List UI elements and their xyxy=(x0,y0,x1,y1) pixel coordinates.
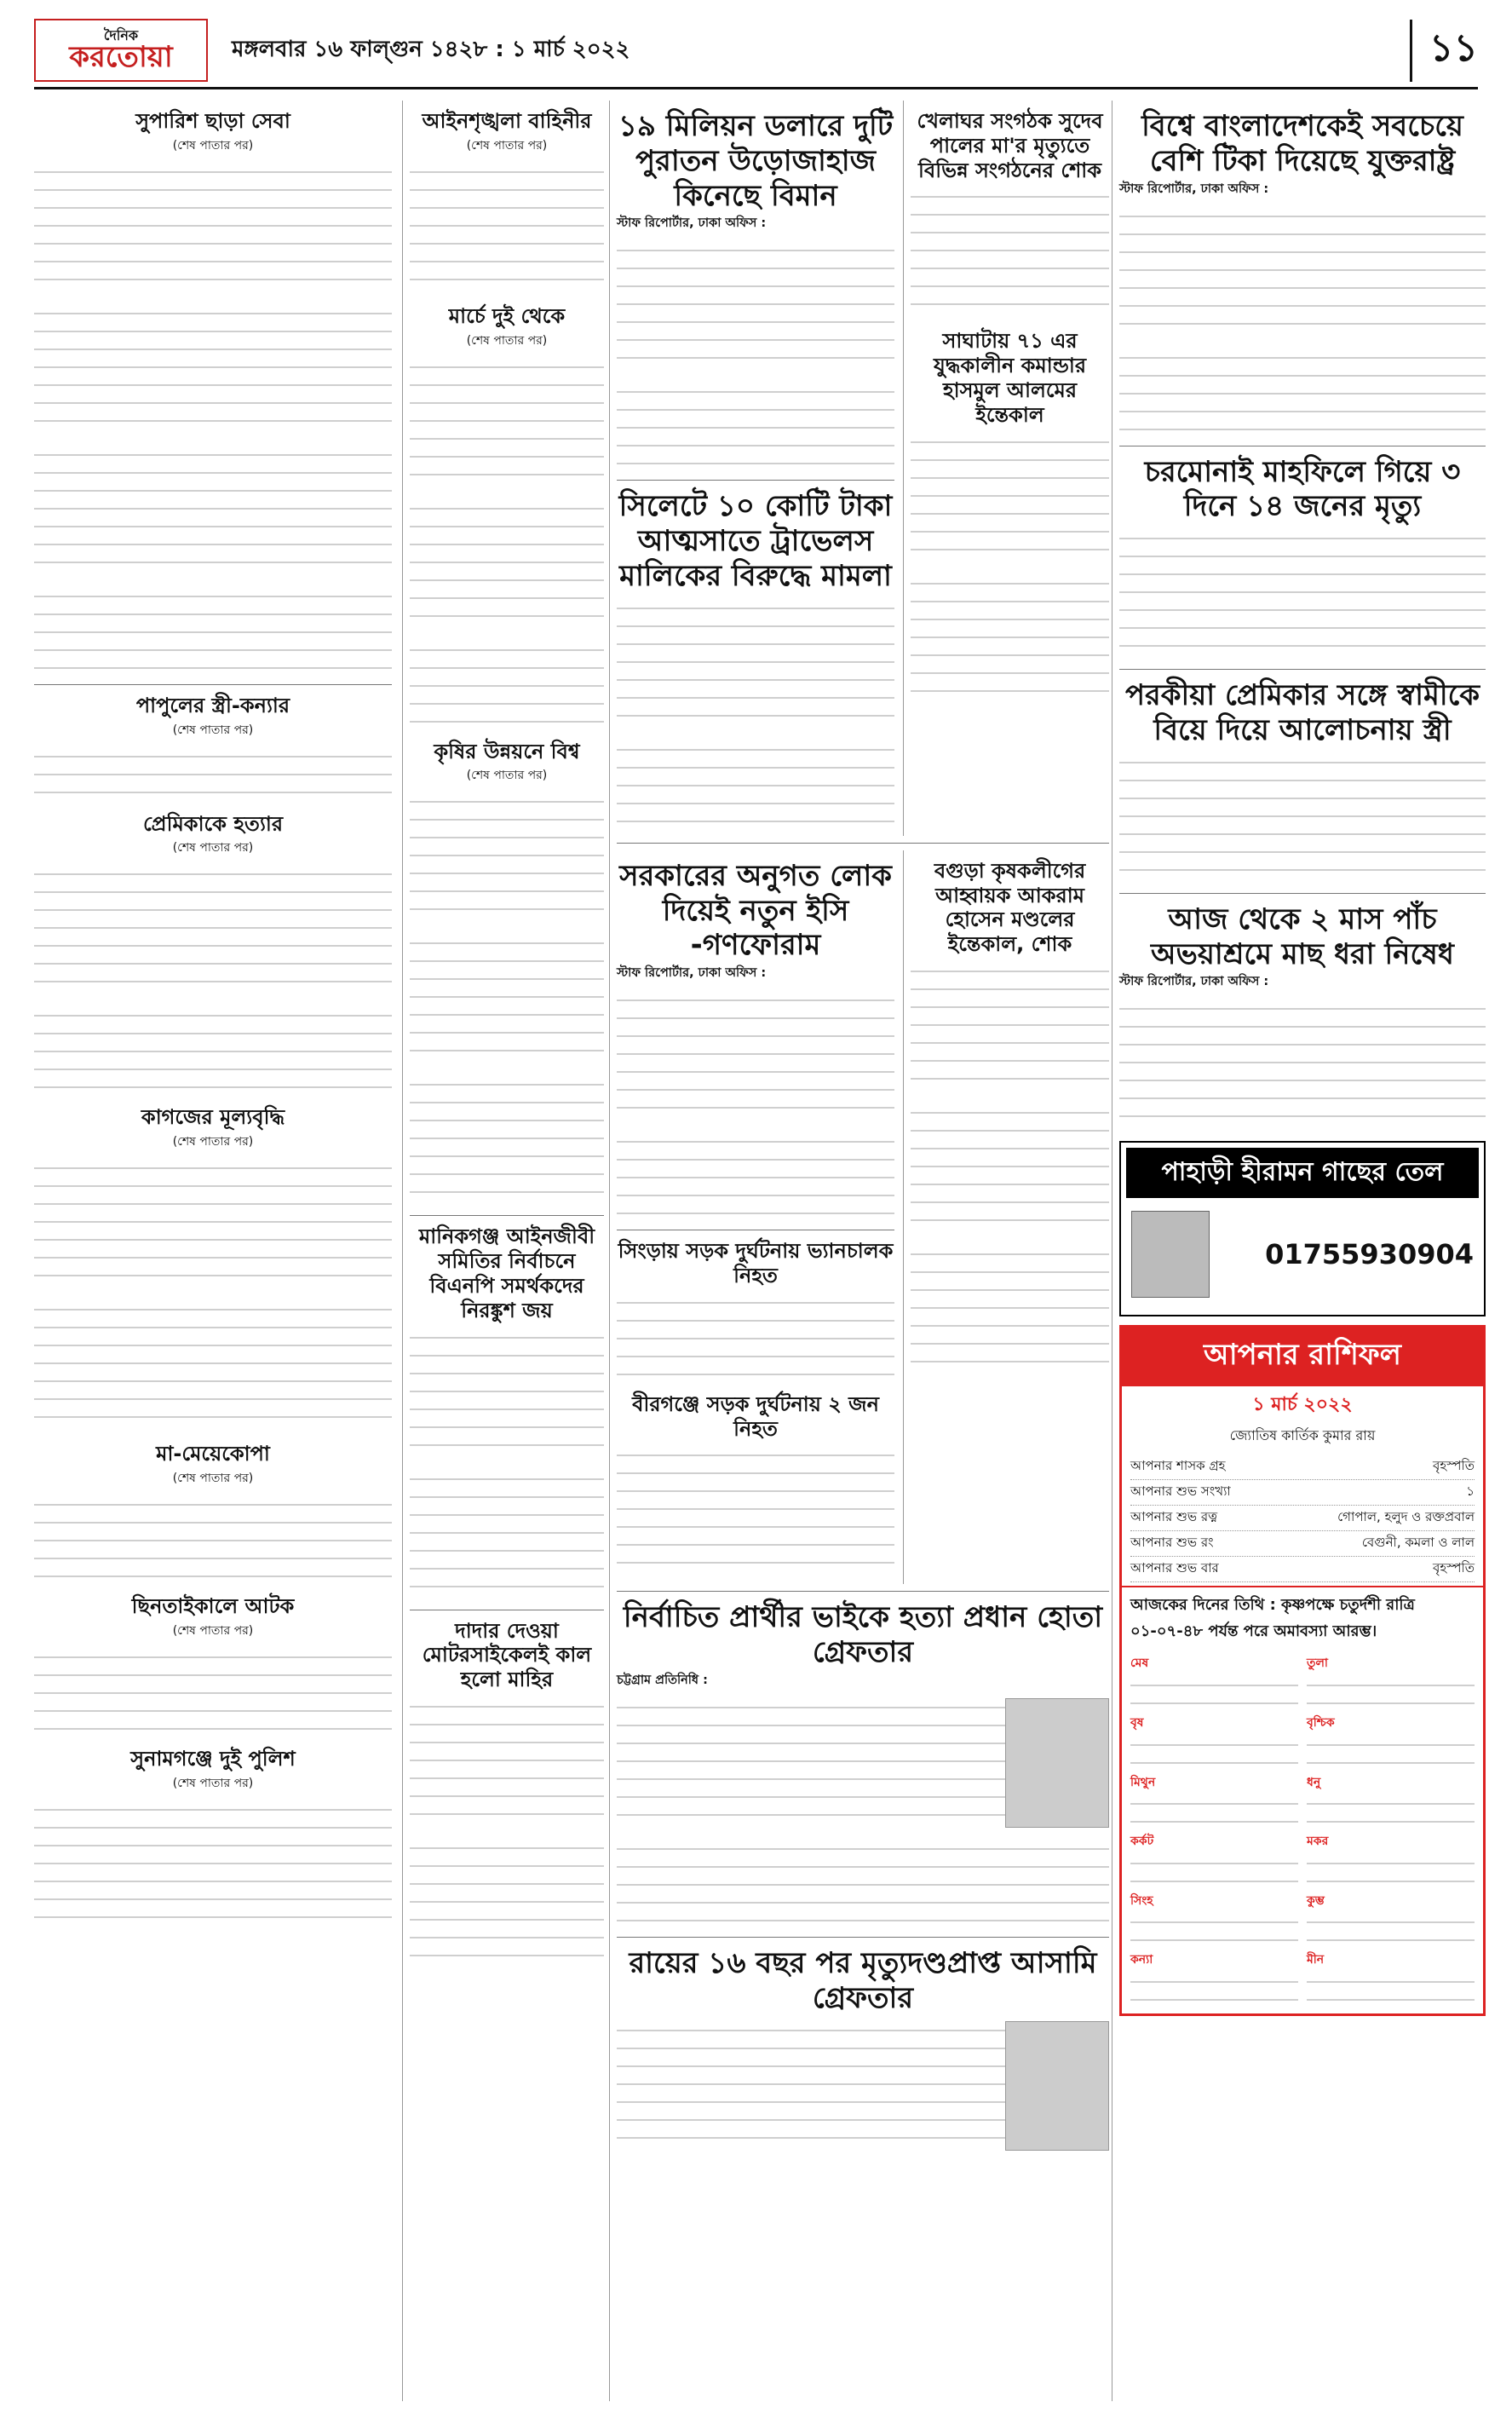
continued-note: (শেষ পাতার পর) xyxy=(172,138,254,153)
headline: চরমোনাই মাহফিলে গিয়ে ৩ দিনে ১৪ জনের মৃত্যু xyxy=(1144,454,1461,524)
headline: নির্বাচিত প্রার্থীর ভাইকে হত্যা প্রধান হোতা গ্রেফতার xyxy=(623,1600,1103,1670)
horoscope-box xyxy=(1119,1325,1486,2016)
headline: সিলেটে ১০ কোটি টাকা আত্মসাতে ট্রাভেলস মালিকের বিরুদ্ধে মামলা xyxy=(618,489,893,593)
zodiac-sign: ধনু xyxy=(1307,1775,1475,1831)
headline: খেলাঘর সংগঠক সুদেব পালের মা'র মৃত্যুতে বিভিন্ন সংগঠনের শোক xyxy=(917,109,1103,182)
article-body xyxy=(410,159,604,296)
zodiac-sign: সিংহ xyxy=(1130,1893,1298,1950)
headline: মানিকগঞ্জ আইনজীবী সমিতির নির্বাচনে বিএনপি সমর্থকদের নিরঙ্কুশ জয় xyxy=(418,1224,595,1322)
horoscope-title: আপনার রাশিফল xyxy=(1122,1328,1483,1386)
article-body xyxy=(34,1797,392,1933)
zodiac-sign: বৃষ xyxy=(1130,1715,1298,1771)
article-body xyxy=(34,584,392,677)
byline: চট্টগ্রাম প্রতিনিধি : xyxy=(617,1673,708,1687)
zodiac-sign: তুলা xyxy=(1307,1656,1475,1712)
headline: বগুড়া কৃষকলীগের আহ্বায়ক আকরাম হোসেন মণ্ডলের ইন্তেকাল, শোক xyxy=(934,858,1086,957)
headline: বীরগঞ্জে সড়ক দুর্ঘটনায় ২ জন নিহত xyxy=(632,1391,879,1441)
oil-advertisement xyxy=(1119,1141,1486,1316)
headline: প্রেমিকাকে হত্যার xyxy=(142,811,284,836)
article-body xyxy=(1119,750,1486,886)
zodiac-sign: মেষ xyxy=(1130,1656,1298,1712)
article-body xyxy=(911,571,1109,707)
article-body xyxy=(34,442,392,579)
continued-note: (শেষ পাতার পর) xyxy=(466,769,548,783)
headline: রায়ের ১৬ বছর পর মৃত্যুদণ্ডপ্রাপ্ত আসামি গ্রেফতার xyxy=(629,1946,1097,2015)
byline: স্টাফ রিপোর্টার, ঢাকা অফিস : xyxy=(617,216,767,231)
headline: পরকীয়া প্রেমিকার সঙ্গে স্বামীকে বিয়ে দিয়ে আলোচনায় স্ত্রী xyxy=(1124,678,1480,747)
article-body xyxy=(617,1836,1109,1930)
article-body xyxy=(1119,345,1486,439)
headline: মা-মেয়েকোপা xyxy=(156,1442,270,1466)
headline: কৃষির উন্নয়নে বিশ্ব xyxy=(434,739,580,763)
continued-note: (শেষ পাতার পর) xyxy=(466,138,548,153)
article-body xyxy=(911,1100,1109,1236)
headline: আজ থেকে ২ মাস পাঁচ অভয়াশ্রমে মাছ ধরা নিষেধ xyxy=(1151,902,1454,971)
horoscope-today: আজকের দিনের তিথি : কৃষ্ণপক্ষে চতুর্দশী রাত্রি ০১-০৭-৪৮ পর্যন্ত পরে অমাবস্যা আরম্ভ। xyxy=(1122,1586,1483,1650)
horoscope-info: আপনার শাসক গ্রহ বৃহস্পতি আপনার শুভ সংখ্যা ১ আপনার শুভ রত্ন গোপাল, হলুদ ও রক্তপ্রবাল আপনার শুভ রং বেগুনী, কমলা ও লাল আপনার শুভ বার বৃহস্পতি xyxy=(1122,1451,1483,1586)
article-body xyxy=(410,1835,604,1972)
ad-photo xyxy=(1131,1211,1210,1298)
zodiac-sign: মিথুন xyxy=(1130,1775,1298,1831)
zodiac-sign: কুম্ভ xyxy=(1307,1893,1475,1950)
article-body xyxy=(410,789,604,925)
zodiac-sign: বৃশ্চিক xyxy=(1307,1715,1475,1771)
article-body xyxy=(410,930,604,1067)
issue-date: মঙ্গলবার ১৬ ফাল্গুন ১৪২৮ : ১ মার্চ ২০২২ xyxy=(232,37,630,62)
column-4 xyxy=(1112,101,1486,2401)
headline: আইনশৃঙ্খলা বাহিনীর xyxy=(422,109,592,133)
article-body xyxy=(34,1492,392,1586)
headline: সাঘাটায় ৭১ এর যুদ্ধকালীন কমান্ডার হাসমুল আলমের ইন্তেকাল xyxy=(934,329,1087,427)
article-body xyxy=(410,637,604,731)
news-photo xyxy=(1005,2021,1109,2151)
headline: সিংড়ায় সড়ক দুর্ঘটনায় ভ্যানচালক নিহত xyxy=(618,1239,894,1288)
zodiac-sign: মকর xyxy=(1307,1834,1475,1890)
article-body xyxy=(410,1466,604,1603)
article-body xyxy=(34,159,392,296)
continued-note: (শেষ পাতার পর) xyxy=(466,333,548,348)
article-body xyxy=(617,1129,894,1223)
column-3 xyxy=(609,101,1109,2401)
headline: পাপুলের স্ত্রী-কন্যার xyxy=(135,693,290,717)
continued-note: (শেষ পাতার পর) xyxy=(172,1623,254,1638)
article-body xyxy=(410,354,604,491)
logo-line1: দৈনিক xyxy=(103,27,139,43)
news-photo xyxy=(1005,1698,1109,1828)
continued-note: (শেষ পাতার পর) xyxy=(172,1776,254,1790)
article-body xyxy=(410,1072,604,1208)
ad-phone: 01755930904 xyxy=(1265,1237,1474,1270)
continued-note: (শেষ পাতার পর) xyxy=(172,841,254,855)
article-body xyxy=(34,1155,392,1292)
article-body xyxy=(911,1241,1109,1378)
horoscope-author: জ্যোতিষ কার্তিক কুমার রায় xyxy=(1229,1427,1376,1444)
article-body xyxy=(34,1003,392,1097)
article-body xyxy=(617,238,894,374)
headline: সুপারিশ ছাড়া সেবা xyxy=(135,109,290,133)
article-body xyxy=(410,1325,604,1461)
article-body xyxy=(911,959,1109,1095)
byline: স্টাফ রিপোর্টার, ঢাকা অফিস : xyxy=(1119,975,1269,989)
article-body xyxy=(911,184,1109,320)
horoscope-date: ১ মার্চ ২০২২ xyxy=(1252,1394,1353,1416)
article-body xyxy=(34,861,392,998)
zodiac-sign: কর্কট xyxy=(1130,1834,1298,1890)
headline: দাদার দেওয়া মোটরসাইকেলই কাল হলো মাহির xyxy=(422,1618,592,1692)
article-body xyxy=(911,429,1109,566)
article-body xyxy=(1119,526,1486,662)
headline: মার্চে দুই থেকে xyxy=(448,303,566,328)
headline-lead: বিশ্বে বাংলাদেশকেই সবচেয়ে বেশি টিকা দিয়েছে যুক্তরাষ্ট্র xyxy=(1141,109,1463,178)
headline: ছিনতাইকালে আটক xyxy=(131,1593,295,1618)
byline: স্টাফ রিপোর্টার, ঢাকা অফিস : xyxy=(617,966,767,981)
article-body xyxy=(34,744,392,804)
column-2 xyxy=(402,101,604,2401)
horoscope-signs xyxy=(1122,1650,1483,2013)
article-body xyxy=(617,1290,894,1384)
byline: স্টাফ রিপোর্টার, ঢাকা অফিস : xyxy=(1119,181,1269,196)
continued-note: (শেষ পাতার পর) xyxy=(172,1471,254,1485)
article-body xyxy=(410,1694,604,1830)
article-body xyxy=(617,1443,894,1579)
article-body xyxy=(617,596,894,732)
headline: সুনামগঞ্জে দুই পুলিশ xyxy=(130,1746,296,1771)
article-body xyxy=(34,1645,392,1738)
masthead-logo xyxy=(34,19,208,82)
article-body xyxy=(617,988,894,1124)
continued-note: (শেষ পাতার পর) xyxy=(172,1135,254,1149)
zodiac-sign: কন্যা xyxy=(1130,1952,1298,2008)
article-body xyxy=(617,379,894,473)
headline-lead: ১৯ মিলিয়ন ডলারে দুটি পুরাতন উড়োজাহাজ কিনেছে বিমান xyxy=(618,109,894,213)
article-body xyxy=(1119,996,1486,1132)
article-body xyxy=(1119,204,1486,340)
article-body xyxy=(34,1297,392,1433)
headline: কাগজের মূল্যবৃদ্ধি xyxy=(141,1105,285,1130)
page-header xyxy=(34,14,1478,89)
column-1 xyxy=(34,101,392,2401)
ad-title: পাহাড়ী হীরামন গাছের তেল xyxy=(1126,1148,1479,1198)
headline: সরকারের অনুগত লোক দিয়েই নতুন ইসি -গণফোরাম xyxy=(619,858,892,963)
article-body xyxy=(34,301,392,437)
logo-line2: করতোয়া xyxy=(69,40,173,74)
article-body xyxy=(617,737,894,831)
article-body xyxy=(410,496,604,632)
zodiac-sign: মীন xyxy=(1307,1952,1475,2008)
page-number: ১১ xyxy=(1410,20,1478,82)
continued-note: (শেষ পাতার পর) xyxy=(172,723,254,737)
